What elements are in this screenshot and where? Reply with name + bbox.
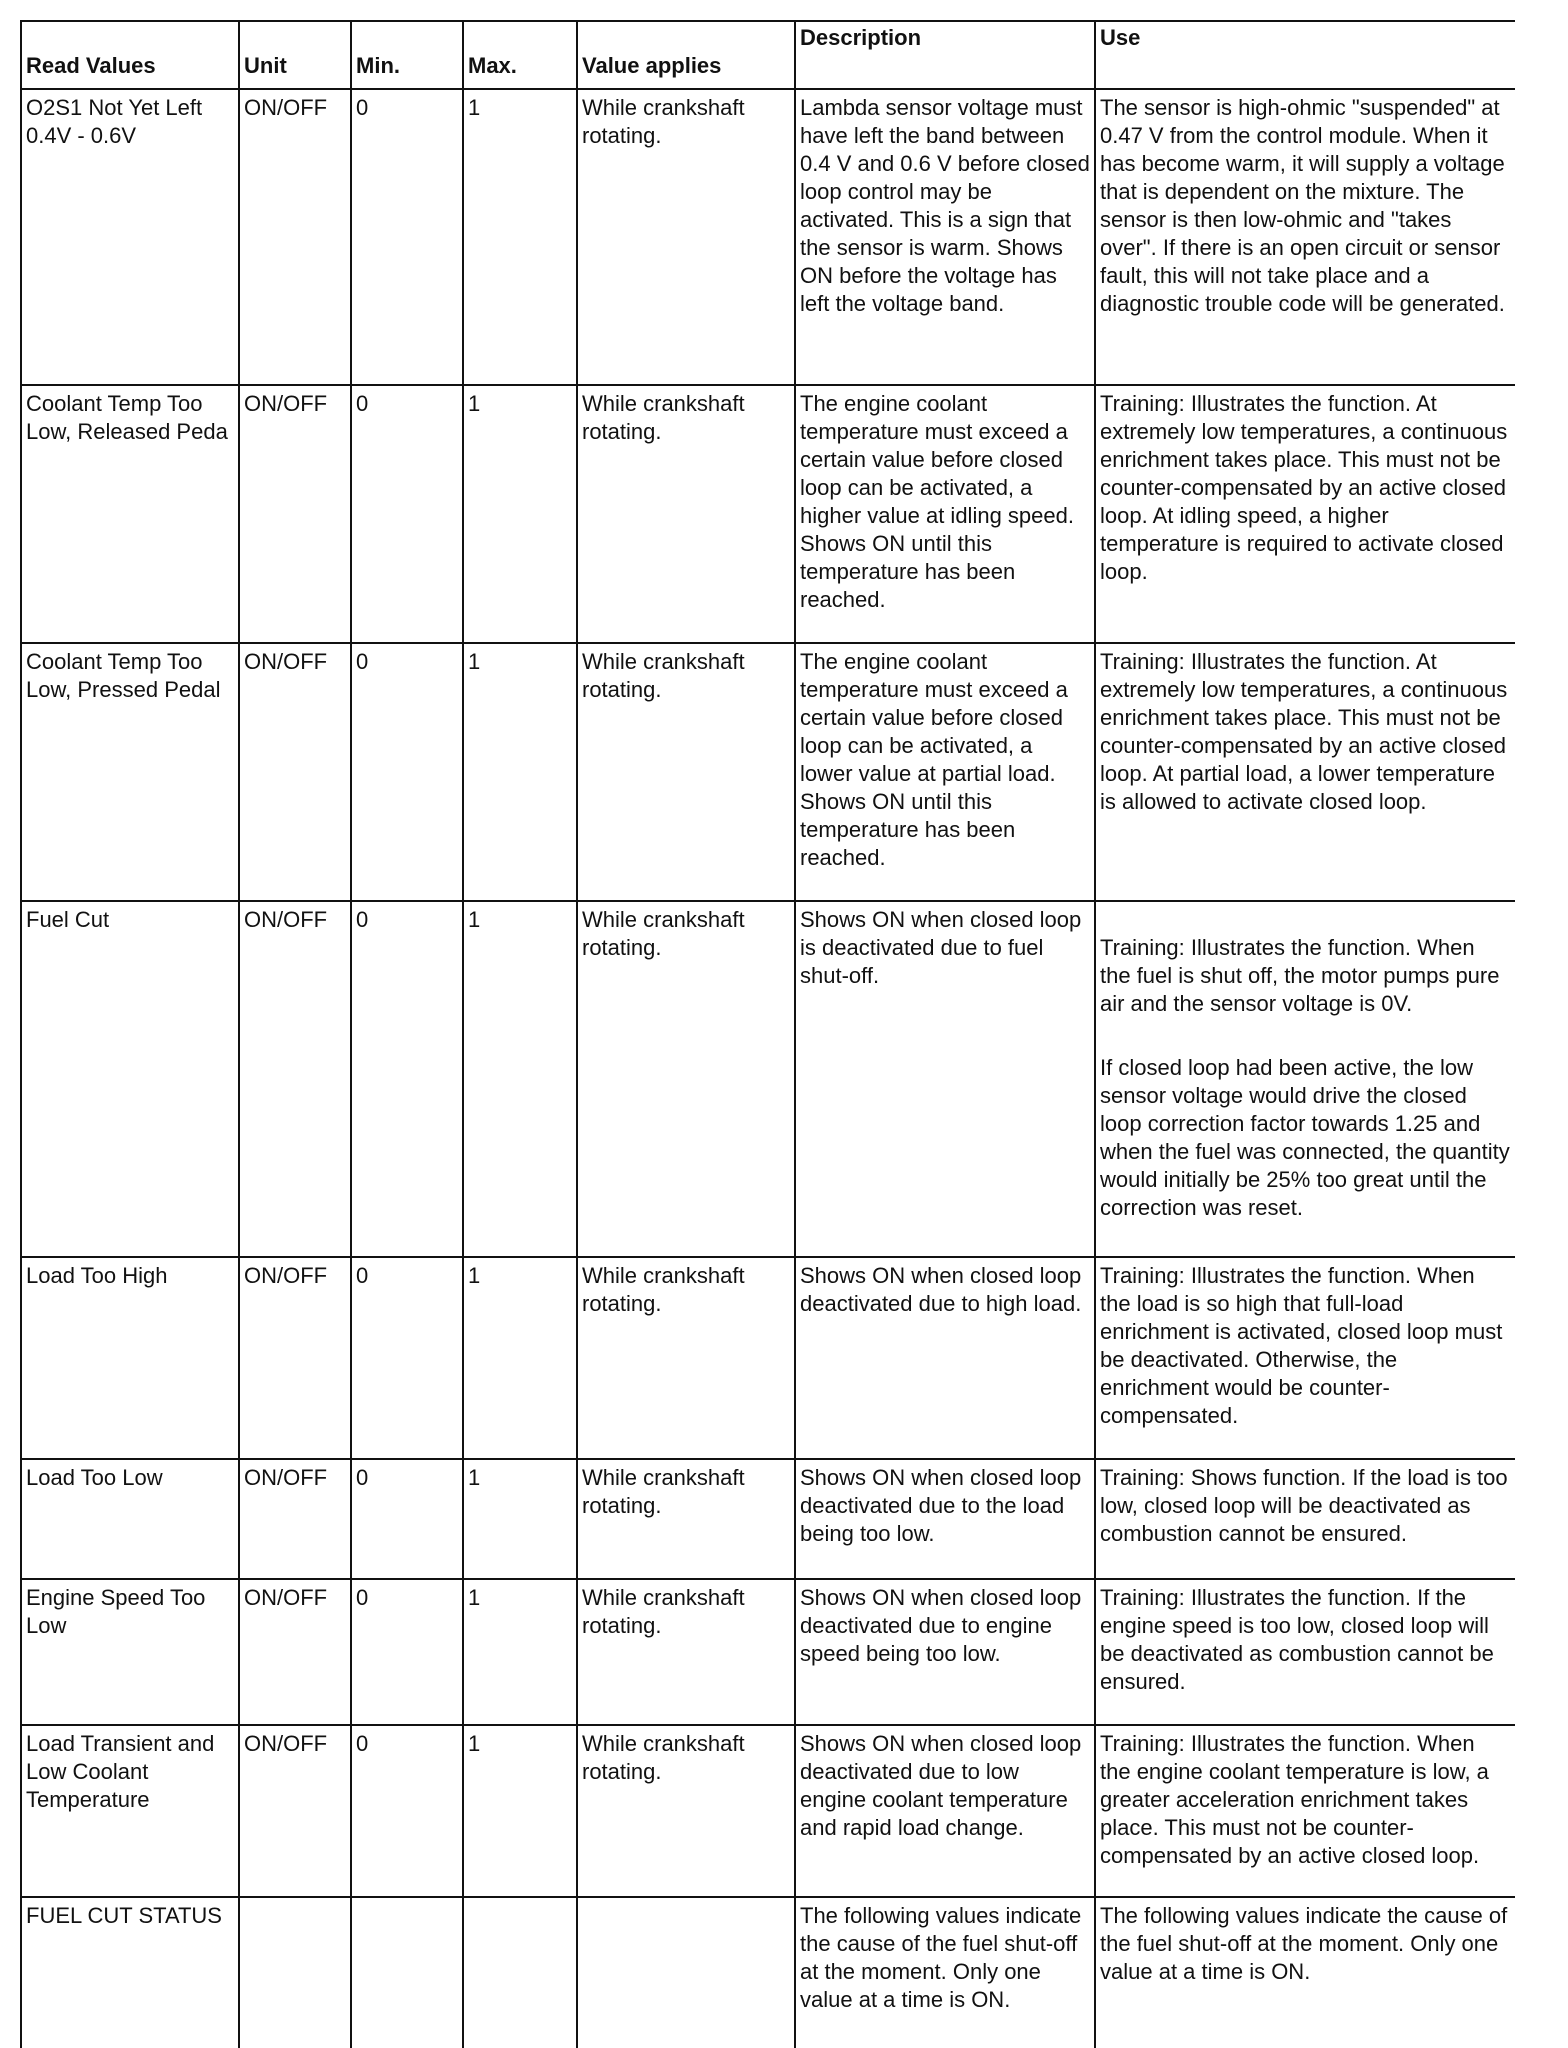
min-cell: 0	[351, 643, 463, 901]
read-value-name: Fuel Cut	[21, 901, 239, 1257]
min-cell: 0	[351, 1459, 463, 1579]
max-cell: 1	[463, 385, 577, 643]
unit-cell: ON/OFF	[239, 385, 351, 643]
unit-cell: ON/OFF	[239, 1257, 351, 1459]
description-cell: Shows ON when closed loop deactivated due to high load.	[795, 1257, 1095, 1459]
min-cell: 0	[351, 1579, 463, 1725]
description-cell: Shows ON when closed loop deactivated due to the load being too low.	[795, 1459, 1095, 1579]
read-value-name: Coolant Temp Too Low, Released Peda	[21, 385, 239, 643]
value-applies-cell: While crankshaft rotating.	[577, 89, 795, 385]
description-cell: Shows ON when closed loop deactivated due to engine speed being too low.	[795, 1579, 1095, 1725]
read-value-name: Load Too High	[21, 1257, 239, 1459]
unit-cell: ON/OFF	[239, 901, 351, 1257]
unit-cell: ON/OFF	[239, 1725, 351, 1897]
value-applies-cell: While crankshaft rotating.	[577, 1257, 795, 1459]
description-cell: Shows ON when closed loop is deactivated due to fuel shut-off.	[795, 901, 1095, 1257]
use-paragraph: Training: Shows function. If the load is too low, closed loop will be deactivated as combustion cannot be ensured.	[1100, 1465, 1508, 1546]
use-paragraph: Training: Illustrates the function. When the fuel is shut off, the motor pumps pure air and the sensor voltage is 0V.	[1100, 935, 1500, 1016]
max-cell: 1	[463, 643, 577, 901]
value-applies-cell: While crankshaft rotating.	[577, 643, 795, 901]
description-cell: The engine coolant temperature must exceed a certain value before closed loop can be activated, a lower value at partial load. Shows ON until this temperature has been reached.	[795, 643, 1095, 901]
use-cell	[1095, 901, 1515, 1257]
use-paragraph: Training: Illustrates the function. At extremely low temperatures, a continuous enrichment takes place. This must not be counter-compensated by an active closed loop. At idling speed, a higher temperature is required to activate closed loop.	[1100, 391, 1508, 584]
use-paragraph: Training: Illustrates the function. When the load is so high that full-load enrichment is activated, closed loop must be deactivated. Otherwise, the enrichment would be counter-compensated.	[1100, 1263, 1503, 1428]
unit-cell	[239, 1897, 351, 2048]
min-cell: 0	[351, 1257, 463, 1459]
min-cell: 0	[351, 1725, 463, 1897]
header-max: Max.	[463, 21, 577, 89]
value-applies-cell	[577, 1897, 795, 2048]
use-paragraph: Training: Illustrates the function. When the engine coolant temperature is low, a greater acceleration enrichment takes place. This must not be counter-compensated by an active closed loop.	[1100, 1731, 1489, 1868]
read-value-name: Load Too Low	[21, 1459, 239, 1579]
table-row	[21, 385, 1515, 643]
use-paragraph: If closed loop had been active, the low sensor voltage would drive the closed loop correction factor towards 1.25 and when the fuel was connected, the quantity would initially be 25% too great until the correction was reset.	[1100, 1055, 1510, 1220]
min-cell: 0	[351, 89, 463, 385]
value-applies-cell: While crankshaft rotating.	[577, 901, 795, 1257]
read-values-table	[20, 20, 1515, 2048]
description-cell: Shows ON when closed loop deactivated due to low engine coolant temperature and rapid load change.	[795, 1725, 1095, 1897]
table-row	[21, 1459, 1515, 1579]
use-cell	[1095, 1579, 1515, 1725]
max-cell: 1	[463, 1459, 577, 1579]
header-min: Min.	[351, 21, 463, 89]
use-paragraph: The following values indicate the cause of the fuel shut-off at the moment. Only one value at a time is ON.	[1100, 1903, 1508, 1984]
use-cell	[1095, 385, 1515, 643]
value-applies-cell: While crankshaft rotating.	[577, 385, 795, 643]
table-row	[21, 1897, 1515, 2048]
header-read-values: Read Values	[21, 21, 239, 89]
max-cell	[463, 1897, 577, 2048]
read-value-name: Coolant Temp Too Low, Pressed Pedal	[21, 643, 239, 901]
value-applies-cell: While crankshaft rotating.	[577, 1725, 795, 1897]
use-cell	[1095, 1897, 1515, 2048]
max-cell: 1	[463, 1725, 577, 1897]
header-description: Description	[795, 21, 1095, 89]
table-header-row	[21, 21, 1515, 89]
use-cell	[1095, 643, 1515, 901]
read-value-name: FUEL CUT STATUS	[21, 1897, 239, 2048]
max-cell: 1	[463, 1257, 577, 1459]
unit-cell: ON/OFF	[239, 1579, 351, 1725]
use-cell	[1095, 1257, 1515, 1459]
description-cell: Lambda sensor voltage must have left the band between 0.4 V and 0.6 V before closed loop control may be activated. This is a sign that the sensor is warm. Shows ON before the voltage has left the voltage band.	[795, 89, 1095, 385]
unit-cell: ON/OFF	[239, 643, 351, 901]
read-value-name: Engine Speed Too Low	[21, 1579, 239, 1725]
description-cell: The following values indicate the cause of the fuel shut-off at the moment. Only one value at a time is ON.	[795, 1897, 1095, 2048]
use-paragraph: Training: Illustrates the function. At extremely low temperatures, a continuous enrichment takes place. This must not be counter-compensated by an active closed loop. At partial load, a lower temperature is allowed to activate closed loop.	[1100, 649, 1508, 814]
min-cell: 0	[351, 385, 463, 643]
min-cell: 0	[351, 901, 463, 1257]
header-value-applies: Value applies	[577, 21, 795, 89]
value-applies-cell: While crankshaft rotating.	[577, 1459, 795, 1579]
read-value-name: Load Transient and Low Coolant Temperature	[21, 1725, 239, 1897]
table-row	[21, 1725, 1515, 1897]
use-cell	[1095, 1725, 1515, 1897]
table-row	[21, 89, 1515, 385]
max-cell: 1	[463, 89, 577, 385]
read-value-name: O2S1 Not Yet Left 0.4V - 0.6V	[21, 89, 239, 385]
header-unit: Unit	[239, 21, 351, 89]
table-row	[21, 1579, 1515, 1725]
table-row	[21, 643, 1515, 901]
use-paragraph: The sensor is high-ohmic "suspended" at 0.47 V from the control module. When it has become warm, it will supply a voltage that is dependent on the mixture. The sensor is then low-ohmic and "takes over". If there is an open circuit or sensor fault, this will not take place and a diagnostic trouble code will be generated.	[1100, 95, 1505, 316]
use-cell	[1095, 1459, 1515, 1579]
max-cell: 1	[463, 901, 577, 1257]
header-use: Use	[1095, 21, 1515, 89]
max-cell: 1	[463, 1579, 577, 1725]
use-paragraph: Training: Illustrates the function. If the engine speed is too low, closed loop will be deactivated as combustion cannot be ensured.	[1100, 1585, 1494, 1694]
table-row	[21, 901, 1515, 1257]
unit-cell: ON/OFF	[239, 1459, 351, 1579]
unit-cell: ON/OFF	[239, 89, 351, 385]
description-cell: The engine coolant temperature must exceed a certain value before closed loop can be activated, a higher value at idling speed. Shows ON until this temperature has been reached.	[795, 385, 1095, 643]
use-cell	[1095, 89, 1515, 385]
table-row	[21, 1257, 1515, 1459]
value-applies-cell: While crankshaft rotating.	[577, 1579, 795, 1725]
min-cell	[351, 1897, 463, 2048]
